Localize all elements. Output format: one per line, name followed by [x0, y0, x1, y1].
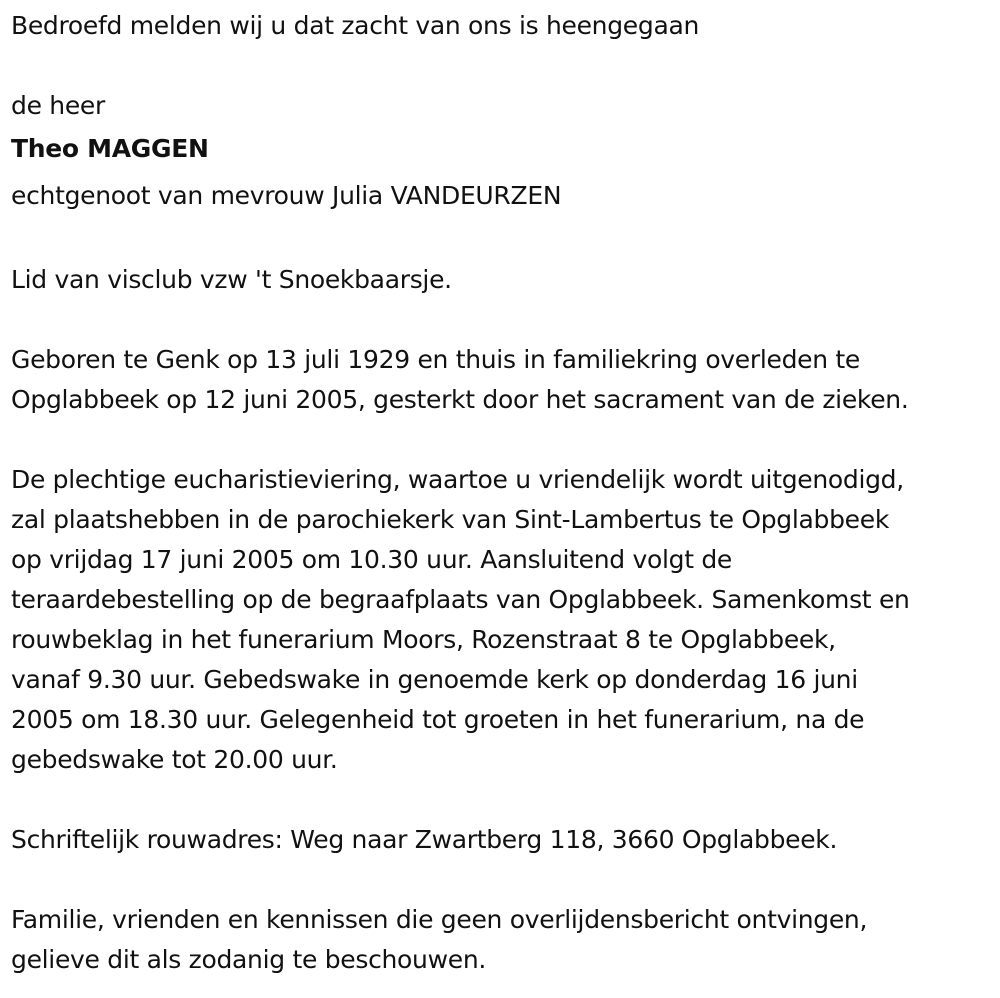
text-line: 2005 om 18.30 uur. Gelegenheid tot groeten in het funerarium, na de: [11, 705, 865, 734]
ceremony-paragraph: [11, 460, 996, 780]
spacer: [11, 860, 996, 900]
text-line: gelieve dit als zodanig te beschouwen.: [11, 945, 487, 974]
spacer: [11, 420, 996, 460]
spacer: [11, 220, 996, 260]
honorific: de heer: [11, 91, 105, 120]
text-line: Familie, vrienden en kennissen die geen overlijdensbericht ontvingen,: [11, 905, 868, 934]
membership-line: Lid van visclub vzw 't Snoekbaarsje.: [11, 265, 452, 294]
spacer: [11, 780, 996, 820]
text-line: teraardebestelling op de begraafplaats van Opglabbeek. Samenkomst en: [11, 585, 910, 614]
text-line: zal plaatshebben in de parochiekerk van Sint-Lambertus te Opglabbeek: [11, 505, 890, 534]
deceased-name: Theo MAGGEN: [11, 134, 209, 163]
text-line: Opglabbeek op 12 juni 2005, gesterkt door het sacrament van de zieken.: [11, 385, 909, 414]
text-line: De plechtige eucharistieviering, waartoe u vriendelijk wordt uitgenodigd,: [11, 465, 904, 494]
closing-paragraph: [11, 900, 996, 980]
spouse-line: echtgenoot van mevrouw Julia VANDEURZEN: [11, 181, 562, 210]
text-line: Geboren te Genk op 13 juli 1929 en thuis in familiekring overleden te: [11, 345, 861, 374]
spacer: [11, 300, 996, 340]
address-line: Schriftelijk rouwadres: Weg naar Zwartberg 118, 3660 Opglabbeek.: [11, 825, 838, 854]
text-line: gebedswake tot 20.00 uur.: [11, 745, 338, 774]
death-notice: [11, 0, 996, 980]
birth-death-paragraph: [11, 340, 996, 420]
text-line: op vrijdag 17 juni 2005 om 10.30 uur. Aansluitend volgt de: [11, 545, 732, 574]
intro-text: Bedroefd melden wij u dat zacht van ons is heengegaan: [11, 11, 700, 40]
spacer: [11, 46, 996, 86]
text-line: rouwbeklag in het funerarium Moors, Rozenstraat 8 te Opglabbeek,: [11, 625, 836, 654]
text-line: vanaf 9.30 uur. Gebedswake in genoemde kerk op donderdag 16 juni: [11, 665, 858, 694]
